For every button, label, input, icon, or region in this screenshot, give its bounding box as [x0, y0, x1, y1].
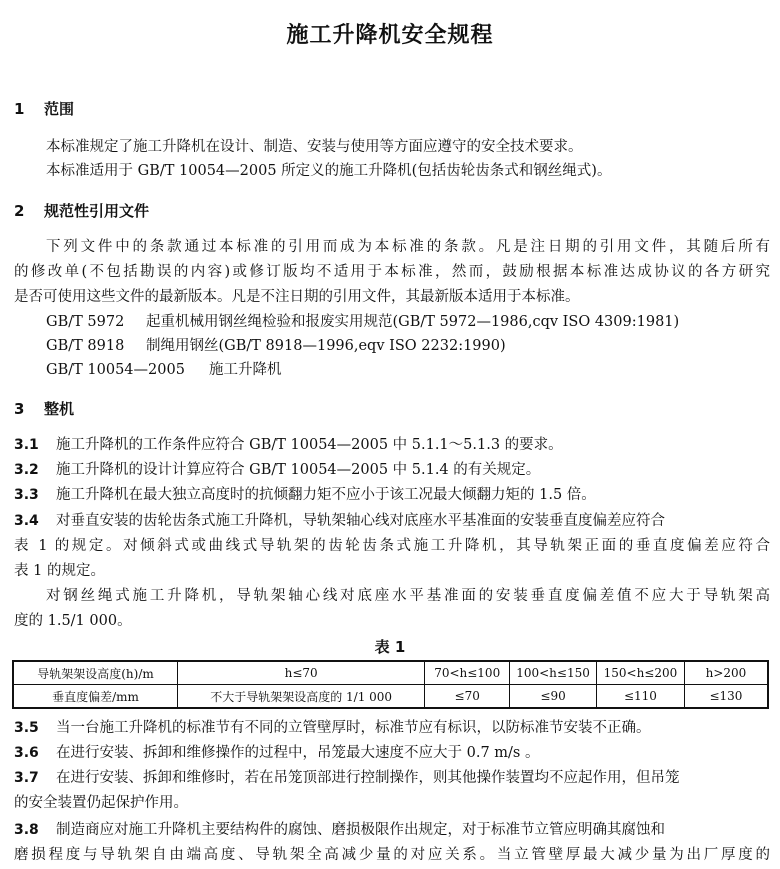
table-cell: ≤110 [597, 685, 685, 709]
paragraph-line: 对钢丝绳式施工升降机，导轨架轴心线对底座水平基准面的安装垂直度偏差值不应大于导轨架高 [46, 588, 770, 604]
clause-text: 当一台施工升降机的标准节有不同的立管壁厚时，标准节应有标识，以防标准节安装不正确。 [56, 720, 651, 736]
table-cell: h≤70 [178, 661, 425, 685]
reference-code: GB/T 8918 [46, 338, 125, 354]
clause-3-4 [14, 511, 665, 531]
clause-number: 3.1 [14, 437, 39, 453]
reference-title: 施工升降机 [209, 362, 282, 378]
table-cell: h>200 [684, 661, 768, 685]
table-cell: 导轨架架设高度(h)/m [13, 661, 178, 685]
table-1 [12, 660, 769, 709]
reference-item [46, 312, 679, 332]
reference-title: 起重机械用钢丝绳检验和报废实用规范(GB/T 5972—1986,cqv ISO 4309:1981) [146, 314, 680, 330]
table-cell: ≤90 [510, 685, 597, 709]
table-row [13, 661, 768, 685]
reference-code: GB/T 5972 [46, 314, 125, 330]
document-title: 施工升降机安全规程 [286, 23, 494, 48]
section-title: 整机 [44, 400, 75, 418]
paragraph: 本标准适用于 GB/T 10054—2005 所定义的施工升降机(包括齿轮齿条式和钢丝绳式)。 [46, 163, 612, 179]
clause-3-8 [14, 820, 665, 840]
section-title: 规范性引用文件 [44, 202, 150, 220]
clause-3-7 [14, 768, 680, 788]
table-cell: 不大于导轨架架设高度的 1/1 000 [178, 685, 425, 709]
table-cell: 100<h≤150 [510, 661, 597, 685]
clause-3-3 [14, 485, 596, 505]
clause-text: 施工升降机在最大独立高度时的抗倾翻力矩不应小于该工况最大倾翻力矩的 1.5 倍。 [56, 487, 596, 503]
clause-text: 制造商应对施工升降机主要结构件的腐蚀、磨损极限作出规定，对于标准节立管应明确其腐蚀和 [56, 822, 665, 838]
paragraph-line: 表 1 的规定。对倾斜式或曲线式导轨架的齿轮齿条式施工升降机，其导轨架正面的垂直度偏差应符合 [14, 538, 770, 554]
clause-3-1 [14, 435, 563, 455]
clause-text: 施工升降机的工作条件应符合 GB/T 10054—2005 中 5.1.1～5.1.3 的要求。 [56, 437, 563, 453]
reference-code: GB/T 10054—2005 [46, 362, 185, 378]
table-cell: ≤70 [425, 685, 510, 709]
section-number: 2 [14, 202, 25, 220]
section-heading-3 [14, 398, 74, 419]
table-cell: 70<h≤100 [425, 661, 510, 685]
reference-title: 制绳用钢丝(GB/T 8918—1996,eqv ISO 2232:1990) [146, 338, 506, 354]
paragraph-line: 下列文件中的条款通过本标准的引用而成为本标准的条款。凡是注日期的引用文件，其随后所有 [46, 239, 770, 255]
section-number: 1 [14, 100, 25, 118]
table-cell: 垂直度偏差/mm [13, 685, 178, 709]
table-cell: ≤130 [684, 685, 768, 709]
clause-number: 3.6 [14, 745, 39, 761]
clause-text: 对垂直安装的齿轮齿条式施工升降机，导轨架轴心线对底座水平基准面的安装垂直度偏差应符合 [56, 513, 665, 529]
clause-number: 3.7 [14, 770, 39, 786]
clause-number: 3.8 [14, 822, 39, 838]
clause-3-2 [14, 460, 540, 480]
paragraph-line: 表 1 的规定。 [14, 563, 105, 579]
table-caption: 表 1 [374, 638, 406, 656]
clause-text: 在进行安装、拆卸和维修时，若在吊笼顶部进行控制操作，则其他操作装置均不应起作用，但吊笼 [56, 770, 680, 786]
reference-item [46, 336, 506, 356]
clause-text: 施工升降机的设计计算应符合 GB/T 10054—2005 中 5.1.4 的有关规定。 [56, 462, 541, 478]
paragraph-line: 度的 1.5/1 000。 [14, 613, 132, 629]
section-title: 范围 [44, 100, 75, 118]
section-heading-1 [14, 98, 74, 119]
paragraph-line: 磨损程度与导轨架自由端高度、导轨架全高减少量的对应关系。当立管壁厚最大减少量为出厂厚度的 [14, 847, 770, 863]
clause-3-5 [14, 718, 651, 738]
table-row [13, 685, 768, 709]
section-heading-2 [14, 200, 149, 221]
clause-3-6 [14, 743, 539, 763]
paragraph: 本标准规定了施工升降机在设计、制造、安装与使用等方面应遵守的安全技术要求。 [46, 139, 583, 155]
clause-number: 3.5 [14, 720, 39, 736]
table-cell: 150<h≤200 [597, 661, 685, 685]
reference-item [46, 360, 282, 380]
paragraph-line: 的修改单(不包括勘误的内容)或修订版均不适用于本标准，然而，鼓励根据本标准达成协议的各方研究 [14, 264, 770, 280]
clause-number: 3.4 [14, 513, 39, 529]
paragraph-line: 的安全装置仍起保护作用。 [14, 795, 188, 811]
clause-number: 3.2 [14, 462, 39, 478]
section-number: 3 [14, 400, 25, 418]
clause-text: 在进行安装、拆卸和维修操作的过程中，吊笼最大速度不应大于 0.7 m/s 。 [56, 745, 540, 761]
paragraph-line: 是否可使用这些文件的最新版本。凡是不注日期的引用文件，其最新版本适用于本标准。 [14, 289, 580, 305]
clause-number: 3.3 [14, 487, 39, 503]
